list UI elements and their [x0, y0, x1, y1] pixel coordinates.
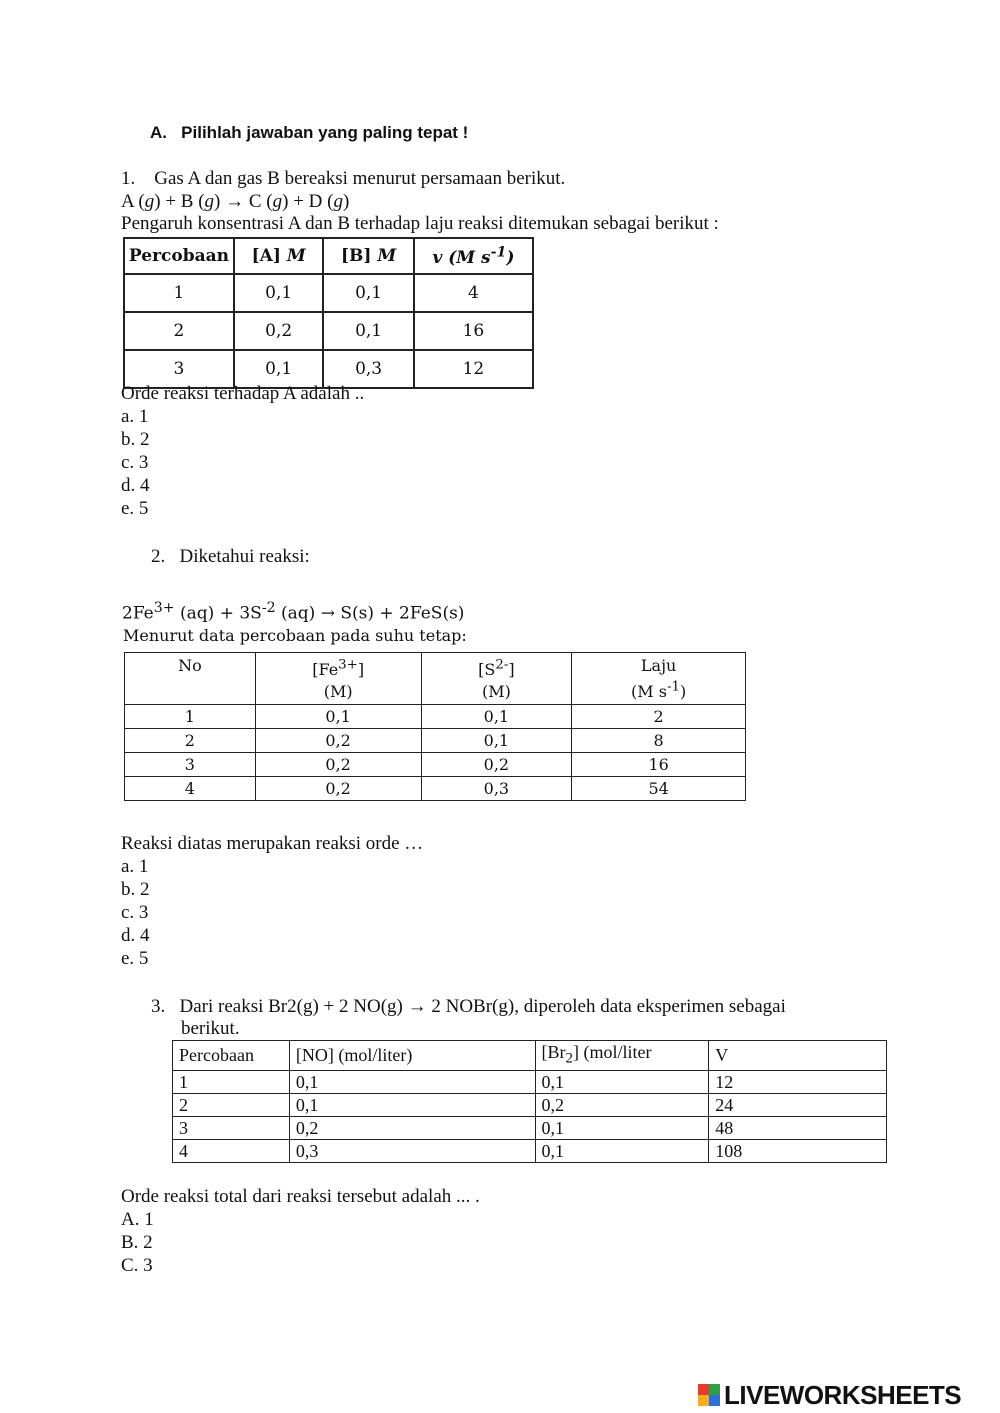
table-cell: 12 [414, 350, 533, 388]
table-cell: 8 [572, 729, 746, 753]
q1-option-c[interactable]: c. 3 [121, 452, 149, 473]
q2-question: Reaksi diatas merupakan reaksi orde … [121, 833, 424, 854]
table-cell: 0,3 [323, 350, 413, 388]
table-row [173, 1070, 887, 1093]
q2-text: Diketahui reaksi: [179, 546, 310, 567]
table-row [173, 1093, 887, 1116]
table-cell: 0,2 [255, 753, 421, 777]
q1-header-cell: Percobaan [124, 238, 234, 274]
q3-text-line2: berikut. [181, 1018, 240, 1039]
table-cell: 0,1 [323, 312, 413, 350]
table-cell: 0,2 [255, 729, 421, 753]
q2-equation: $2Fe^{3+}$ $(aq) + 3S^{-2}$ (aq) → S(s) + 2FeS(s) [122, 600, 465, 624]
q3-header-cell: Percobaan [173, 1041, 290, 1071]
q1-option-d[interactable]: d. 4 [121, 475, 150, 496]
table-cell: 0,1 [535, 1070, 709, 1093]
q2-header-s: $[S^{2-}]$ [478, 658, 515, 680]
q3-number: 3. [151, 996, 166, 1017]
q3-text-line [151, 995, 786, 1018]
section-title: Pilihlah jawaban yang paling tepat ! [181, 123, 469, 142]
q3-header-cell: $[Br_2]$ (mol/liter [535, 1041, 709, 1071]
q2-header-unit: (M) [481, 682, 511, 702]
q3-header-cell: [NO] (mol/liter) [289, 1041, 535, 1071]
logo-text: LIVEWORKSHEETS [724, 1379, 962, 1410]
q2-text-line [151, 545, 310, 568]
table-cell: 54 [572, 777, 746, 801]
q3-table-header [173, 1041, 887, 1071]
q2-option-d[interactable]: d. 4 [121, 925, 150, 946]
table-cell: 4 [414, 274, 533, 312]
table-cell: 0,2 [255, 777, 421, 801]
table-cell: 0,1 [255, 705, 421, 729]
table-row [125, 753, 746, 777]
q2-header-laju: Laju [640, 656, 677, 675]
table-cell: 0,2 [234, 312, 323, 350]
table-cell: 0,3 [289, 1139, 535, 1162]
table-cell: 12 [709, 1070, 887, 1093]
table-row [125, 729, 746, 753]
q2-table [124, 652, 746, 801]
table-cell: 108 [709, 1139, 887, 1162]
q2-header-cell [572, 653, 746, 705]
table-row [125, 777, 746, 801]
q1-option-a[interactable]: a. 1 [121, 406, 149, 427]
q1-text: Gas A dan gas B bereaksi menurut persamaan berikut. [154, 168, 566, 189]
q2-header-cell [255, 653, 421, 705]
q2-header-cell [421, 653, 572, 705]
table-row [124, 312, 533, 350]
q2-header-unit: (M $s^{-1}$) [631, 680, 687, 702]
q1-intro: Pengaruh konsentrasi A dan B terhadap laju reaksi ditemukan sebagai berikut : [121, 213, 719, 234]
table-cell: 0,1 [234, 274, 323, 312]
table-cell: 1 [125, 705, 256, 729]
table-row [173, 1116, 887, 1139]
q2-option-a[interactable]: a. 1 [121, 856, 149, 877]
q3-option-c[interactable]: C. 3 [121, 1255, 153, 1276]
table-cell: 1 [124, 274, 234, 312]
table-cell: 0,1 [421, 729, 572, 753]
table-cell: 16 [414, 312, 533, 350]
table-cell: 2 [173, 1093, 290, 1116]
section-letter: A. [150, 123, 167, 142]
q3-text: Dari reaksi Br2(g) + 2 NO(g) → 2 NOBr(g), diperoleh data eksperimen sebagai [179, 996, 786, 1017]
table-cell: 4 [173, 1139, 290, 1162]
table-cell: 0,1 [421, 705, 572, 729]
q2-note: Menurut data percobaan pada suhu tetap: [123, 626, 467, 645]
q2-header-fe: $[Fe^{3+}]$ [312, 658, 365, 680]
q3-option-b[interactable]: B. 2 [121, 1232, 153, 1253]
q1-option-e[interactable]: e. 5 [121, 498, 149, 519]
table-cell: 0,1 [535, 1116, 709, 1139]
table-cell: 0,2 [535, 1093, 709, 1116]
table-cell: 2 [125, 729, 256, 753]
q3-option-a[interactable]: A. 1 [121, 1209, 154, 1230]
table-cell: 0,1 [535, 1139, 709, 1162]
q2-option-b[interactable]: b. 2 [121, 879, 150, 900]
table-cell: 48 [709, 1116, 887, 1139]
q1-table-header [124, 238, 533, 274]
q2-header-cell [125, 653, 256, 705]
q3-header-cell: V [709, 1041, 887, 1071]
q1-equation: A (g) + B (g) → C (g) + D (g) [121, 191, 350, 212]
q3-table [172, 1040, 887, 1163]
table-cell: 0,1 [289, 1070, 535, 1093]
liveworksheets-logo[interactable] [698, 1380, 961, 1410]
table-row [173, 1139, 887, 1162]
q1-option-b[interactable]: b. 2 [121, 429, 150, 450]
table-cell: 3 [173, 1116, 290, 1139]
table-row [124, 274, 533, 312]
q2-option-c[interactable]: c. 3 [121, 902, 149, 923]
q1-table [123, 237, 534, 389]
table-cell: 2 [124, 312, 234, 350]
q2-table-header [125, 653, 746, 705]
table-cell: 1 [173, 1070, 290, 1093]
table-cell: 0,2 [289, 1116, 535, 1139]
q1-header-cell: [B] M [323, 238, 413, 274]
table-cell: 4 [125, 777, 256, 801]
table-cell: 3 [124, 350, 234, 388]
table-cell: 0,2 [421, 753, 572, 777]
table-cell: 0,1 [323, 274, 413, 312]
q2-option-e[interactable]: e. 5 [121, 948, 149, 969]
q1-question: Orde reaksi terhadap A adalah .. [121, 383, 365, 404]
q1-header-cell: v (M $s^{-1}$) [414, 238, 533, 274]
q1-text-line [121, 167, 565, 190]
q1-header-cell: [A] M [234, 238, 323, 274]
logo-mark-icon [698, 1384, 720, 1406]
q2-header-unit: (M) [323, 682, 353, 702]
section-heading [150, 121, 468, 144]
table-cell: 0,1 [289, 1093, 535, 1116]
table-cell: 3 [125, 753, 256, 777]
q2-header-no: No [178, 656, 202, 675]
table-cell: 16 [572, 753, 746, 777]
table-cell: 0,1 [234, 350, 323, 388]
table-cell: 2 [572, 705, 746, 729]
q2-number: 2. [151, 546, 166, 567]
table-cell: 24 [709, 1093, 887, 1116]
q3-question: Orde reaksi total dari reaksi tersebut adalah ... . [121, 1186, 480, 1207]
table-cell: 0,3 [421, 777, 572, 801]
q1-number: 1. [121, 168, 136, 189]
table-row [125, 705, 746, 729]
